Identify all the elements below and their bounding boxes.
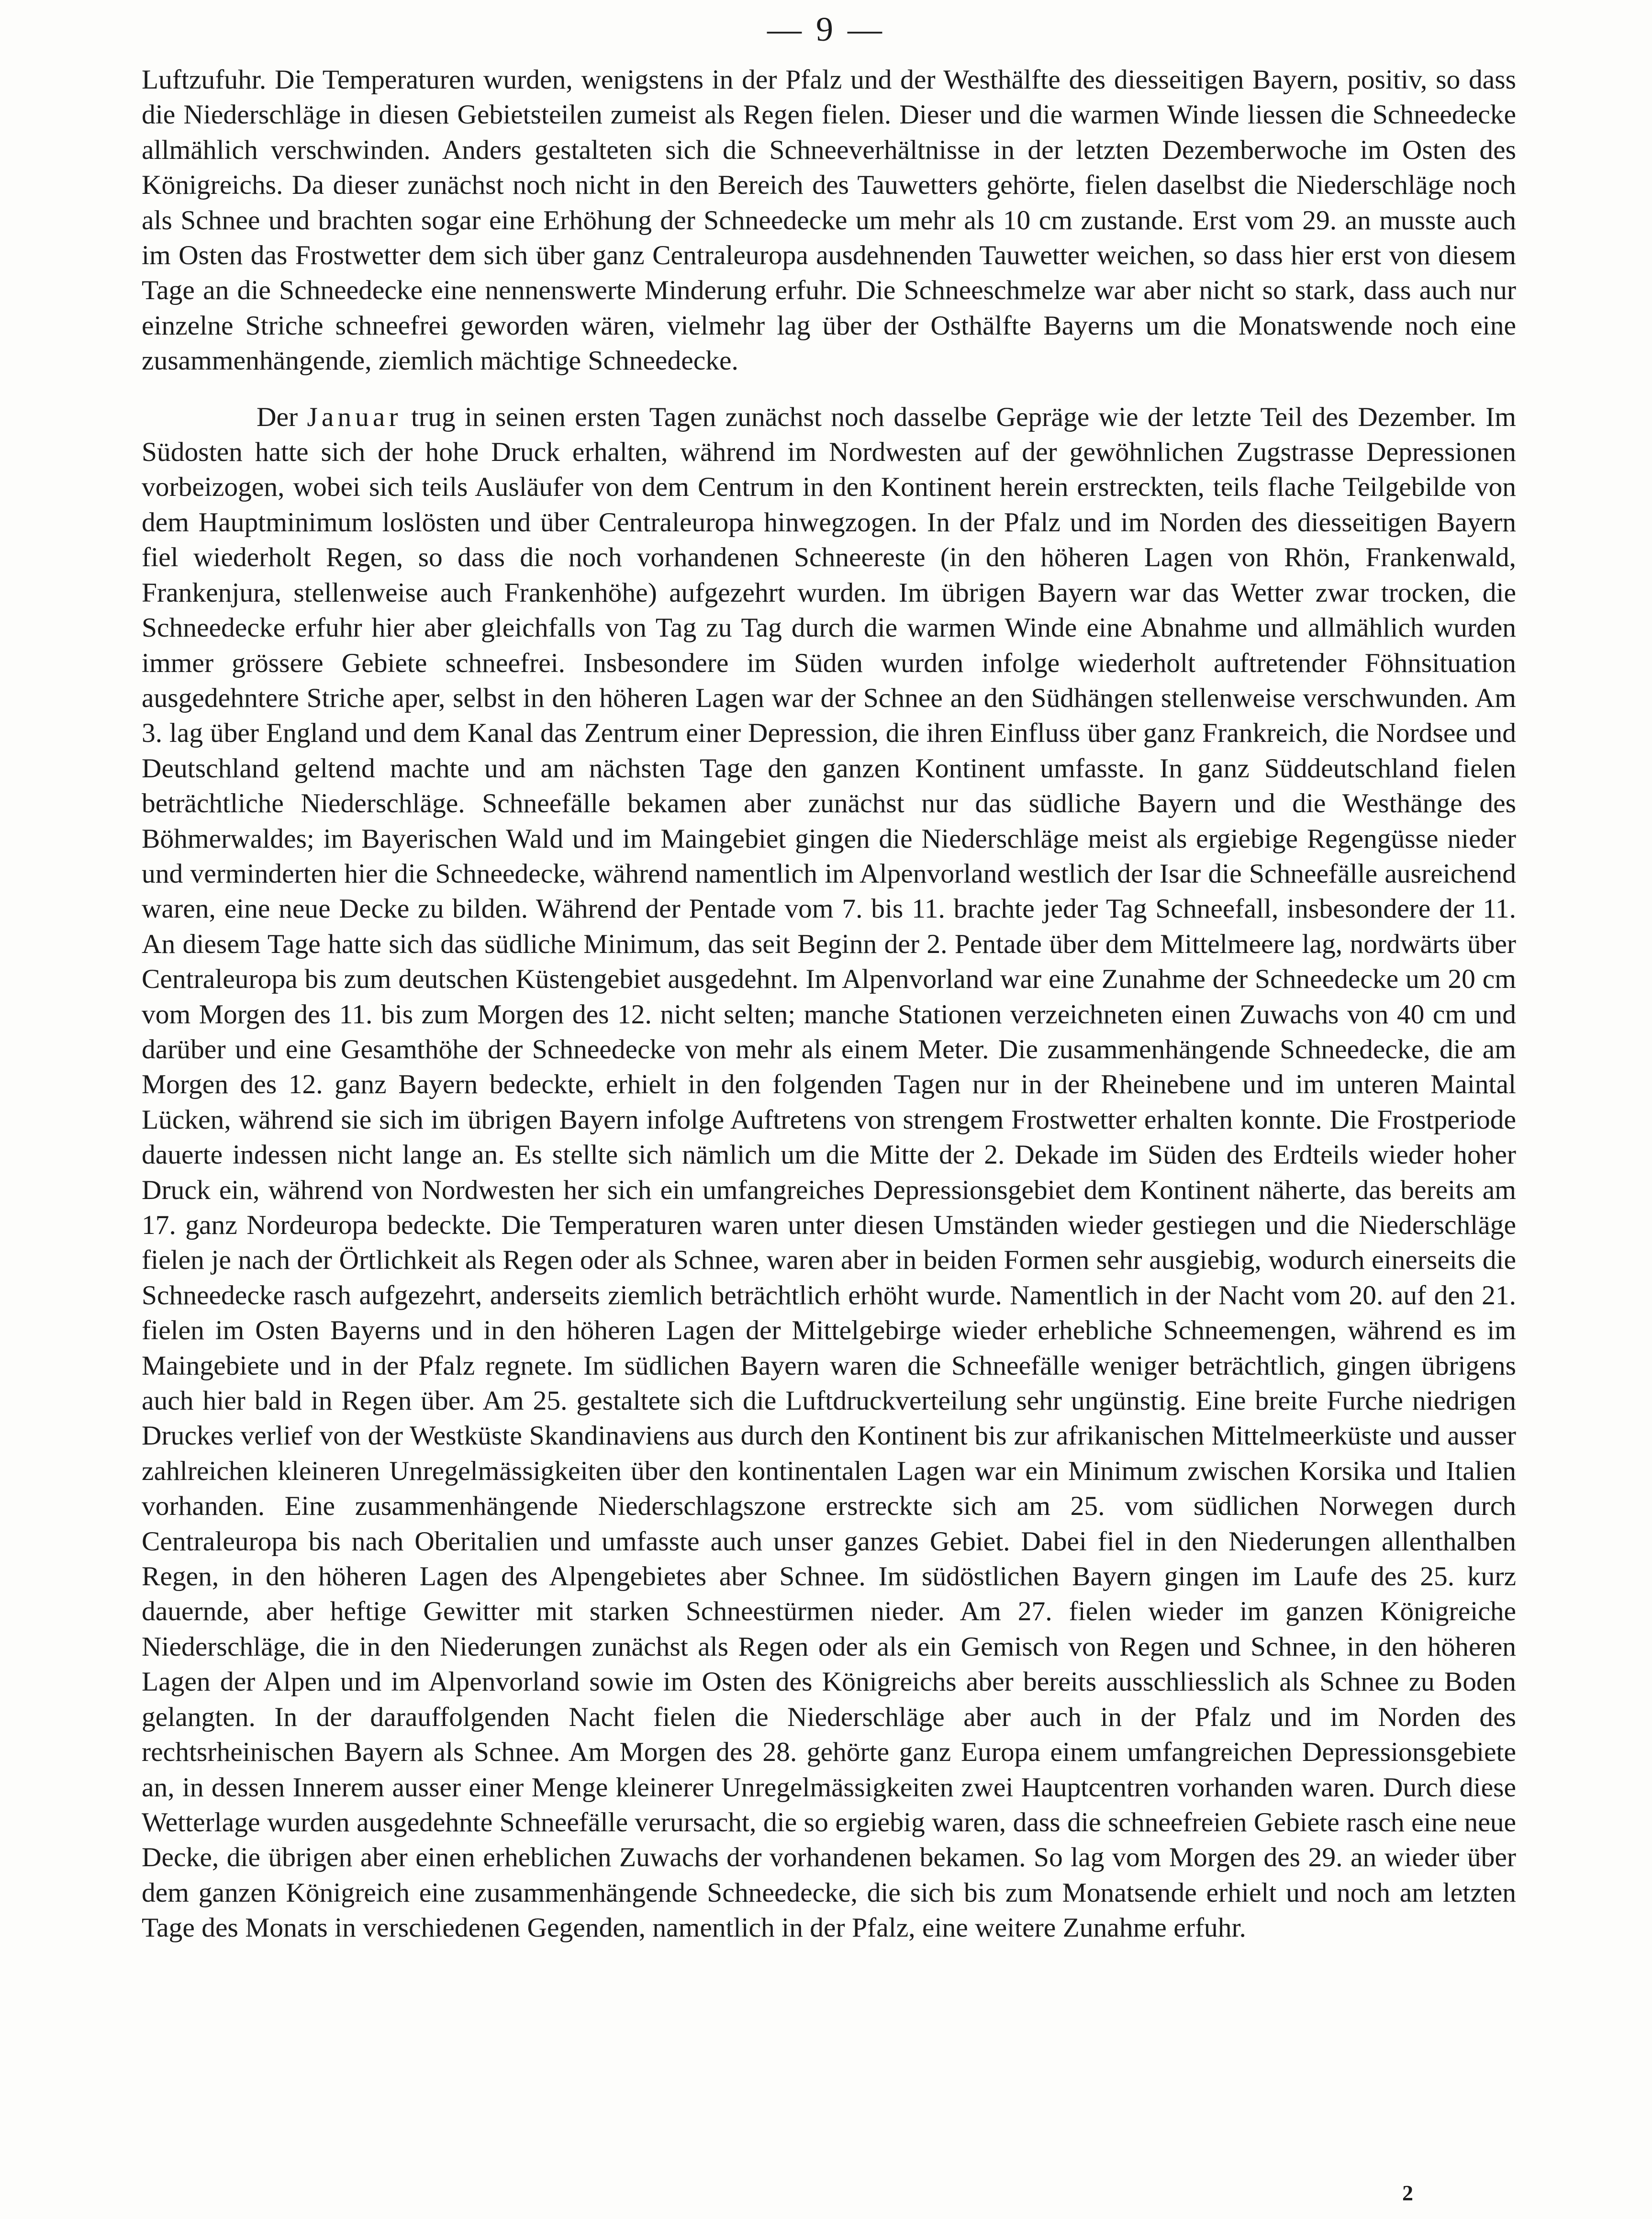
paragraph-december-continuation [142,62,1516,379]
text-run: Der [257,402,307,432]
text-run: trug in seinen ersten Tagen zunächst noch dasselbe Gepräge wie der letzte Teil des Dezember. Im Südosten hatte sich der hohe Druck erhalten, während im Nordwesten auf der gewöhnlichen Zugstrasse Depressionen vorbeizogen, wobei sich teils Ausläufer von dem Centrum in den Kontinent herein erstreckten, teils flache Teilgebilde von dem Hauptminimum loslösten und über Centraleuropa hinwegzogen. In der Pfalz und im Norden des diesseitigen Bayern fiel wiederholt Regen, so dass die noch vorhandenen Schneereste (in den höheren Lagen von Rhön, Frankenwald, Frankenjura, stellenweise auch Frankenhöhe) aufgezehrt wurden. Im übrigen Bayern war das Wetter zwar trocken, die Schneedecke erfuhr hier aber gleichfalls von Tag zu Tag durch die warmen Winde eine Abnahme und allmählich wurden immer grössere Gebiete schneefrei. Insbesondere im Süden wurden infolge wiederholt auftretender Föhnsituation ausgedehntere Striche aper, selbst in den höheren Lagen war der Schnee an den Südhängen stellenweise verschwunden. Am 3. lag über England und dem Kanal das Zentrum einer Depression, die ihren Einfluss über ganz Frankreich, die Nordsee und Deutschland geltend machte und am nächsten Tage den ganzen Kontinent umfasste. In ganz Süddeutschland fielen beträchtliche Niederschläge. Schneefälle bekamen aber zunächst nur das südliche Bayern und die Westhänge des Böhmerwaldes; im Bayerischen Wald und im Maingebiet gingen die Niederschläge meist als ergiebige Regengüsse nieder und verminderten hier die Schneedecke, während namentlich im Alpenvorland westlich der Isar die Schneefälle ausreichend waren, eine neue Decke zu bilden. Während der Pentade vom 7. bis 11. brachte jeder Tag Schneefall, insbesondere der 11. An diesem Tage hatte sich das südliche Minimum, das seit Beginn der 2. Pentade über dem Mittelmeere lag, nordwärts über Centraleuropa bis zum deutschen Küstengebiet ausgedehnt. Im Alpenvorland war eine Zunahme der Schneedecke um 20 cm vom Morgen des 11. bis zum Morgen des 12. nicht selten; manche Stationen verzeichneten einen Zuwachs von 40 cm und darüber und eine Gesamthöhe der Schneedecke von mehr als einem Meter. Die zusammenhängende Schneedecke, die am Morgen des 12. ganz Bayern bedeckte, erhielt in den folgenden Tagen nur in der Rheinebene und im unteren Maintal Lücken, während sie sich im übrigen Bayern infolge Auftretens von strengem Frostwetter erhalten konnte. Die Frostperiode dauerte indessen nicht lange an. Es stellte sich nämlich um die Mitte der 2. Dekade im Süden des Erdteils wieder hoher Druck ein, während von Nordwesten her sich ein umfangreiches Depressionsgebiet dem Kontinent näherte, das bereits am 17. ganz Nordeuropa bedeckte. Die Temperaturen waren unter diesen Umständen wieder gestiegen und die Niederschläge fielen je nach der Örtlichkeit als Regen oder als Schnee, waren aber in beiden Formen sehr ausgiebig, wodurch einerseits die Schneedecke rasch aufgezehrt, anderseits ziemlich beträchtlich erhöht wurde. Namentlich in der Nacht vom 20. auf den 21. fielen im Osten Bayerns und in den höheren Lagen der Mittelgebirge wieder erhebliche Schneemengen, während es im Maingebiete und in der Pfalz regnete. Im südlichen Bayern waren die Schneefälle weniger beträchtlich, gingen übrigens auch hier bald in Regen über. Am 25. gestaltete sich die Luftdruckverteilung sehr ungünstig. Eine breite Furche niedrigen Druckes verlief von der Westküste Skandinaviens aus durch den Kontinent bis zur afrikanischen Mittelmeerküste und ausser zahlreichen kleineren Unregelmässigkeiten über den kontinentalen Lagen war ein Minimum zwischen Korsika und Italien vorhanden. Eine zusammenhängende Niederschlagszone erstreckte sich am 25. vom südlichen Norwegen durch Centraleuropa bis nach Oberitalien und umfasste auch unser ganzes Gebiet. Dabei fiel in den Niederungen allenthalben Regen, in den höheren Lagen des Alpengebietes aber Schnee. Im südöstlichen Bayern gingen im Laufe des 25. kurz dauernde, aber heftige Gewitter mit starken Schneestürmen nieder. Am 27. fielen wieder im ganzen Königreiche Niederschläge, die in den Niederungen zunächst als Regen oder als ein Gemisch von Regen und Schnee, in den höheren Lagen der Alpen und im Alpenvorland sowie im Osten des Königreichs aber bereits ausschliesslich als Schnee zu Boden gelangten. In der darauffolgenden Nacht fielen die Niederschläge aber auch in der Pfalz und im Norden des rechtsrheinischen Bayern als Schnee. Am Morgen des 28. gehörte ganz Europa einem umfangreichen Depressionsgebiete an, in dessen Innerem ausser einer Menge kleinerer Unregelmässigkeiten zwei Hauptcentren vorhanden waren. Durch diese Wetterlage wurden ausgedehnte Schneefälle verursacht, die so ergiebig waren, dass die schneefreien Gebiete rasch eine neue Decke, die übrigen aber einen erheblichen Zuwachs der vorhandenen bekamen. So lag vom Morgen des 29. an wieder über dem ganzen Königreich eine zusammenhängende Schneedecke, die sich bis zum Monatsende erhielt und noch am letzten Tage des Monats in verschiedenen Gegenden, namentlich in der Pfalz, eine weitere Zunahme erfuhr. [142,402,1516,1943]
signature-mark: 2 [1402,2181,1413,2205]
body-text [142,62,1516,1946]
month-heading-januar: Januar [307,402,402,432]
paragraph-january [142,400,1516,1946]
page-number: — 9 — [767,10,885,48]
text-run: Luftzufuhr. Die Temperaturen wurden, wenigstens in der Pfalz und der Westhälfte des diesseitigen Bayern, positiv, so dass die Niederschläge in diesen Gebietsteilen zumeist als Regen fielen. Dieser und die warmen Winde liessen die Schneedecke allmählich verschwinden. Anders gestalteten sich die Schneeverhältnisse in der letzten Dezemberwoche im Osten des Königreichs. Da dieser zunächst noch nicht in den Bereich des Tauwetters gehörte, fielen daselbst die Niederschläge noch als Schnee und brachten sogar eine Erhöhung der Schneedecke um mehr als 10 cm zustande. Erst vom 29. an musste auch im Osten das Frostwetter dem sich über ganz Centraleuropa ausdehnenden Tauwetter weichen, so dass hier erst von diesem Tage an die Schneedecke eine nennenswerte Minderung erfuhr. Die Schneeschmelze war aber nicht so stark, dass auch nur einzelne Striche schneefrei geworden wären, vielmehr lag über der Osthälfte Bayerns um die Monatswende noch eine zusammenhängende, ziemlich mächtige Schneedecke. [142,65,1516,376]
